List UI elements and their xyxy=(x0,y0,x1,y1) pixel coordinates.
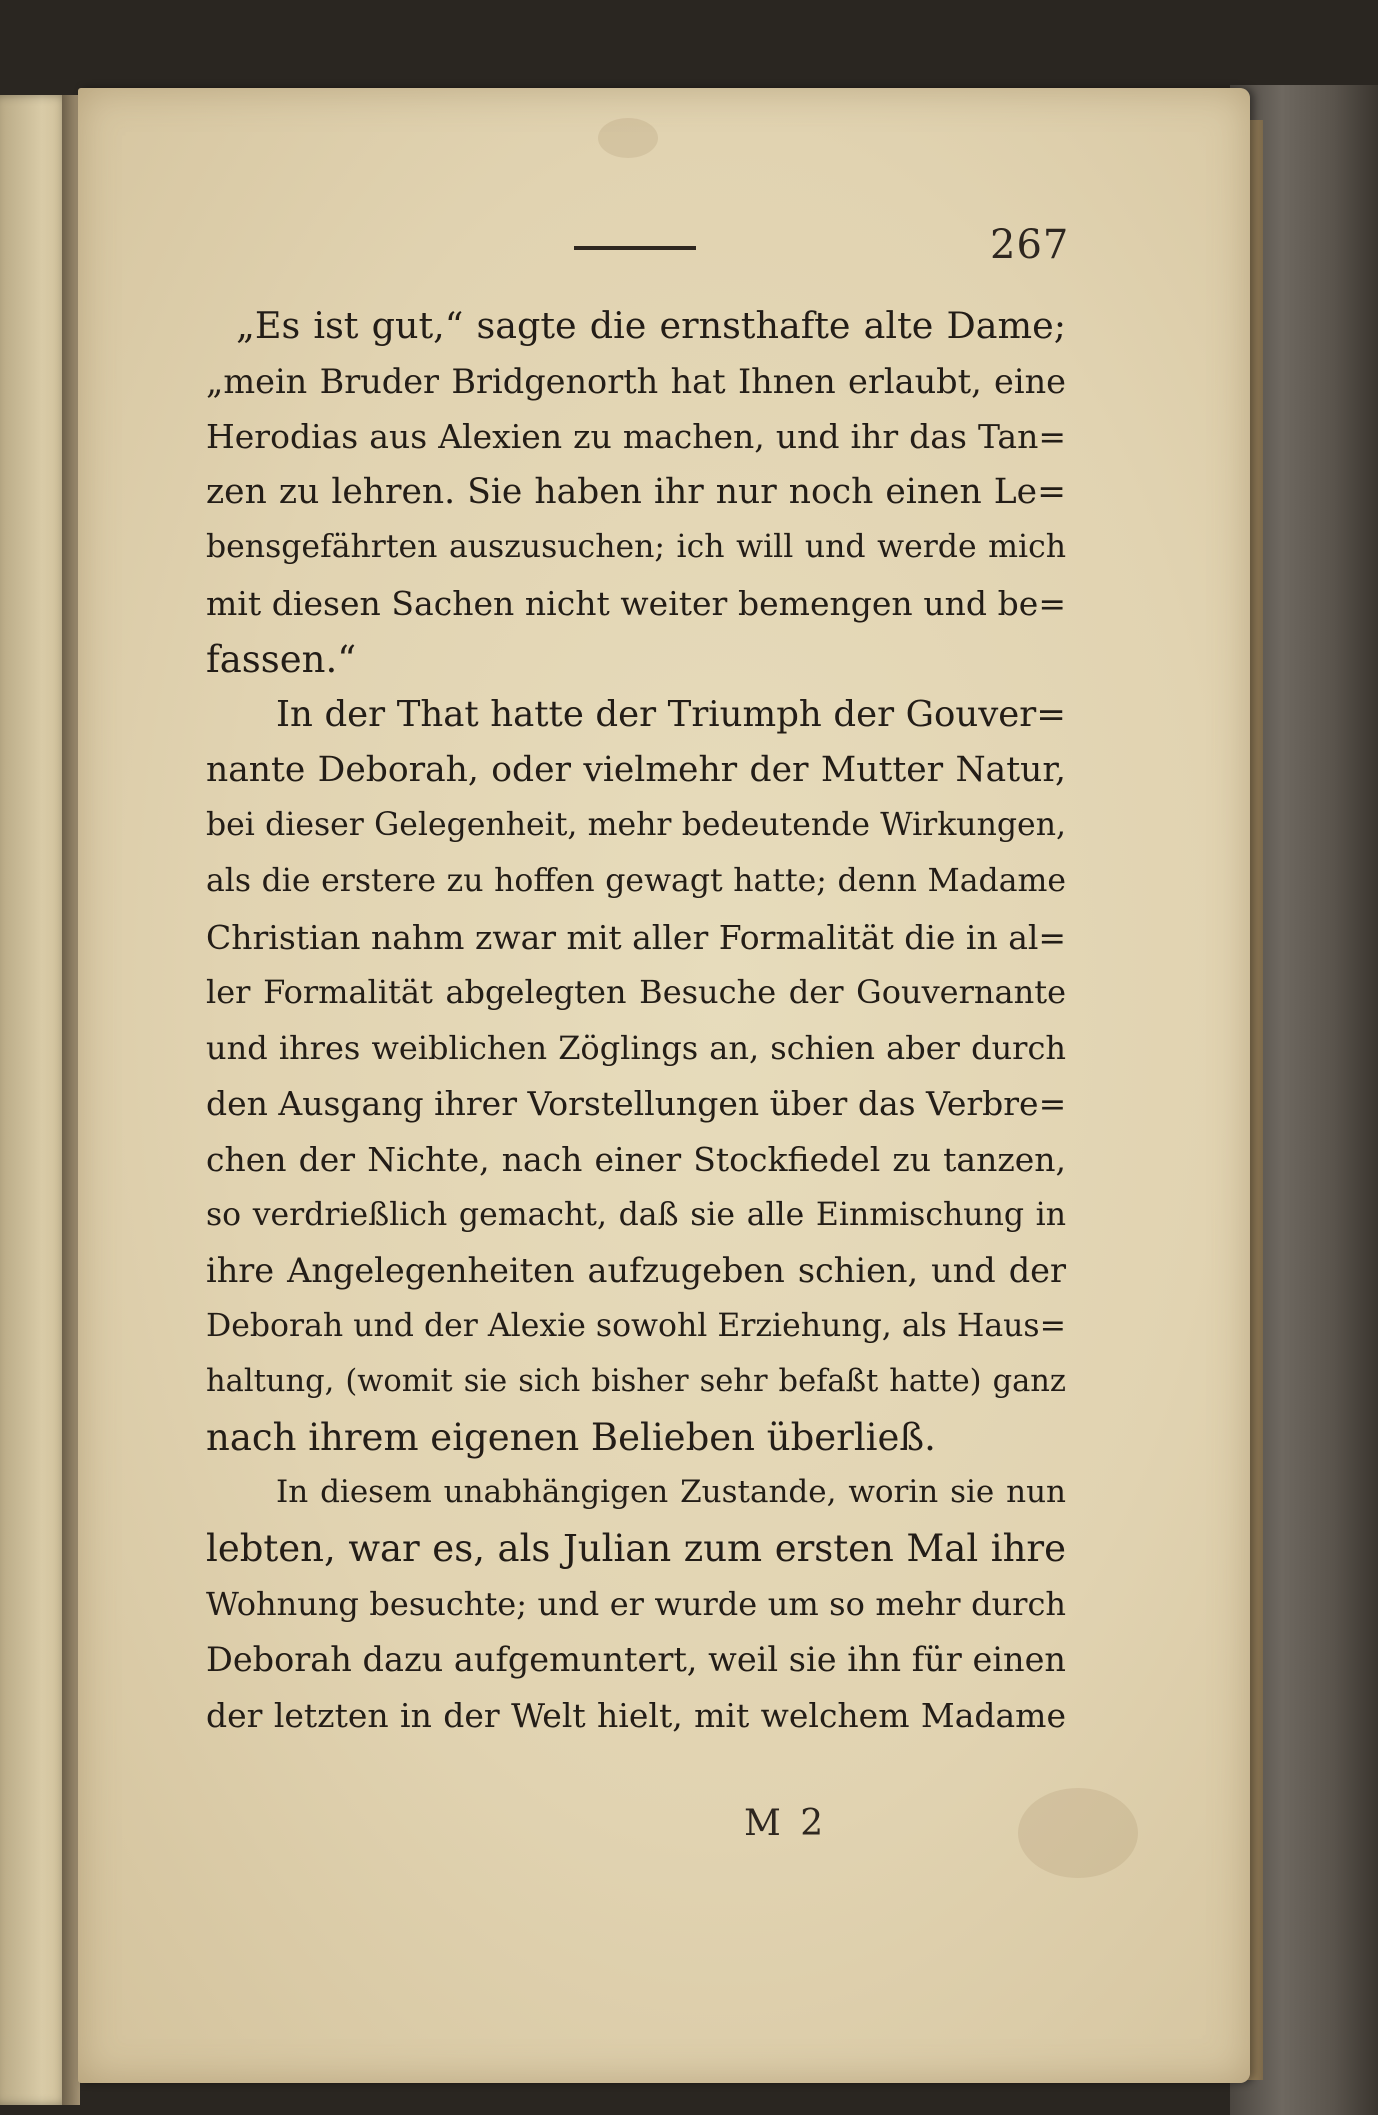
text-line: Deborah dazu aufgemuntert, weil sie ihn für einen xyxy=(206,1640,1066,1680)
page-stain xyxy=(1018,1788,1138,1878)
text-line: zen zu lehren. Sie haben ihr nur noch einen Le= xyxy=(206,471,1066,512)
text-line: ihre Angelegenheiten aufzugeben schien, und der xyxy=(206,1251,1066,1291)
text-line: als die erstere zu hoffen gewagt hatte; denn Madame xyxy=(206,862,1066,899)
header-rule xyxy=(574,246,696,250)
text-line: nante Deborah, oder vielmehr der Mutter Natur, xyxy=(206,749,1066,790)
text-line: lebten, war es, als Julian zum ersten Mal ihre xyxy=(206,1527,1066,1571)
signature-mark: M 2 xyxy=(744,1803,828,1844)
text-line: ler Formalität abgelegten Besuche der Gouvernante xyxy=(206,973,1066,1012)
text-line: bei dieser Gelegenheit, mehr bedeutende Wirkungen, xyxy=(206,807,1066,844)
text-line: haltung, (womit sie sich bisher sehr befaßt hatte) ganz xyxy=(206,1364,1066,1400)
text-line: Herodias aus Alexien zu machen, und ihr das Tan= xyxy=(206,417,1066,457)
text-line: nach ihrem eigenen Belieben überließ. xyxy=(206,1415,936,1459)
text-line: Deborah und der Alexie sowohl Erziehung, als Haus= xyxy=(206,1307,1066,1344)
text-line: fassen.“ xyxy=(206,637,357,681)
text-line: mit diesen Sachen nicht weiter bemengen und be= xyxy=(206,583,1066,623)
text-line: In diesem unabhängigen Zustande, worin sie nun xyxy=(276,1474,1066,1511)
text-line: der letzten in der Welt hielt, mit welchem Madame xyxy=(206,1695,1066,1735)
text-line: „mein Bruder Bridgenorth hat Ihnen erlaubt, eine xyxy=(206,361,1066,401)
text-line: chen der Nichte, nach einer Stockfiedel zu tanzen, xyxy=(206,1139,1066,1179)
text-line: bensgefährten auszusuchen; ich will und werde mich xyxy=(206,529,1066,566)
text-line: Christian nahm zwar mit aller Formalität die in al= xyxy=(206,917,1067,957)
text-line: den Ausgang ihrer Vorstellungen über das Verbre= xyxy=(206,1084,1067,1124)
text-line: Wohnung besuchte; und er wurde um so mehr durch xyxy=(206,1584,1066,1623)
text-line: und ihres weiblichen Zöglings an, schien aber durch xyxy=(206,1028,1066,1067)
page-stain xyxy=(598,118,658,158)
page-text xyxy=(206,298,1066,1743)
text-line: „Es ist gut,“ sagte die ernsthafte alte Dame; xyxy=(236,304,1066,347)
text-line: In der That hatte der Triumph der Gouver= xyxy=(276,694,1066,736)
text-line: so verdrießlich gemacht, daß sie alle Einmischung in xyxy=(206,1196,1066,1233)
page-number: 267 xyxy=(990,222,1070,268)
facing-page-edge xyxy=(0,95,70,2105)
